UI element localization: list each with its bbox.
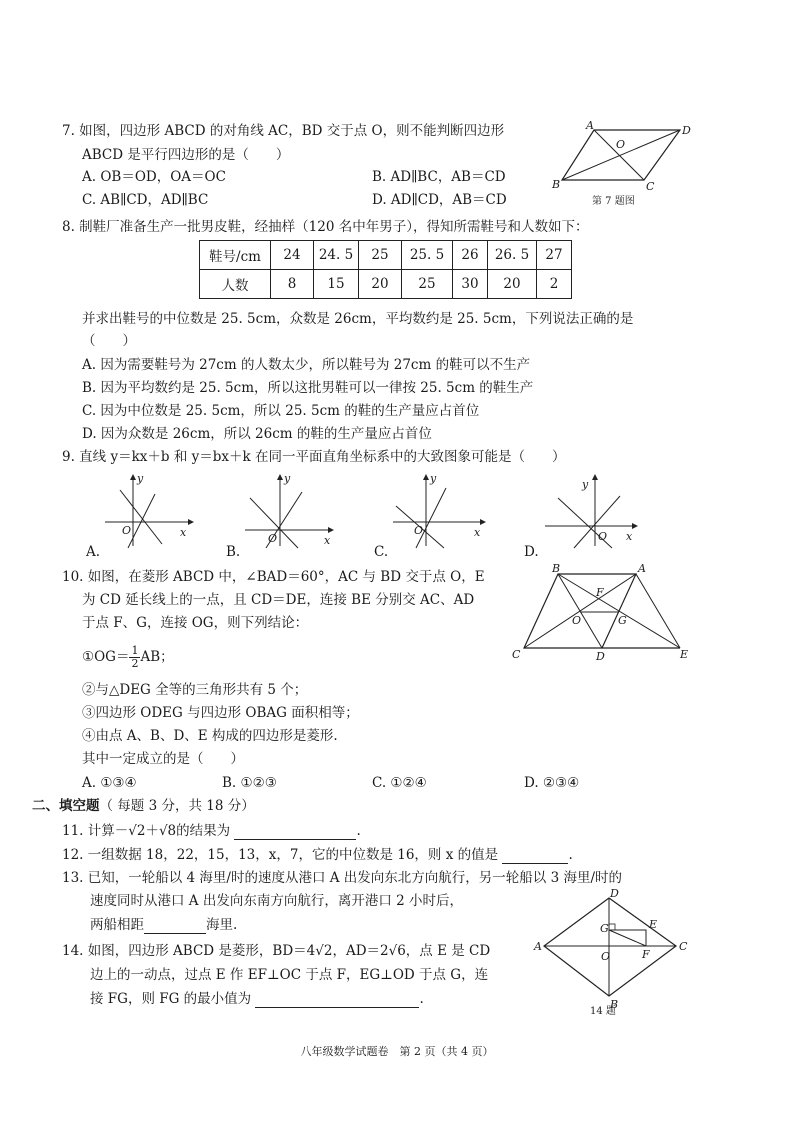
q10-label-g: G xyxy=(618,614,627,627)
q14-label-e: E xyxy=(649,918,658,931)
axis-label-y: y xyxy=(430,472,437,485)
q10-label-c: C xyxy=(512,648,521,661)
table-row xyxy=(200,270,572,299)
q13-line1: 13. 已知，一轮船以 4 海里/时的速度从港口 A 出发向东北方向航行，另一轮船以 3 海里/时的 xyxy=(62,870,623,886)
q9-graph-b xyxy=(240,470,335,550)
q14-figure-rhombus xyxy=(530,887,700,1018)
q10-option-a: A. ①③④ xyxy=(82,775,137,791)
q10-option-d: D. ②③④ xyxy=(524,775,580,791)
statement-1-suffix: AB； xyxy=(140,649,174,665)
q8-stem-line3: （ ） xyxy=(82,333,136,349)
q7-label-o: O xyxy=(616,138,626,151)
fraction-denominator: 2 xyxy=(131,657,139,670)
table-cell: 8 xyxy=(271,270,314,299)
q7-figure-caption: 第 7 题图 xyxy=(592,196,635,207)
axis-label-y: y xyxy=(284,472,291,485)
table-cell: 27 xyxy=(537,241,572,270)
axis-label-x: x xyxy=(324,534,331,547)
q12-end: . xyxy=(568,847,573,863)
q10-label-f: F xyxy=(596,586,604,599)
page-footer: 八年级数学试题卷 第 2 页（共 4 页） xyxy=(300,1045,494,1058)
q7-label-a: A xyxy=(586,119,594,132)
section-2-note: （ 每题 3 分，共 18 分） xyxy=(99,798,255,814)
q10-statement-3: ③四边形 ODEG 与四边形 OBAG 面积相等； xyxy=(82,705,359,721)
q10-ask: 其中一定成立的是（ ） xyxy=(82,751,244,767)
q11-end: . xyxy=(356,823,361,839)
q8-stem-line1: 8. 制鞋厂准备生产一批男皮鞋，经抽样（120 名中年男子），得知所需鞋号和人数如下： xyxy=(62,219,589,235)
q8-option-b: B. 因为平均数约是 25. 5cm，所以这批男鞋可以一律按 25. 5cm 的鞋生产 xyxy=(82,380,534,396)
q7-option-b: B. AD∥BC，AB＝CD xyxy=(372,169,506,185)
q10-stem-line1: 10. 如图，在菱形 ABCD 中，∠BAD＝60°，AC 与 BD 交于点 O，E xyxy=(62,569,485,585)
q14-label-c: C xyxy=(679,940,688,953)
q14-answer-blank[interactable] xyxy=(255,991,419,1008)
q14-label-b: B xyxy=(610,998,619,1011)
q10-figure-rhombus xyxy=(510,562,700,662)
q14-label-a: A xyxy=(534,940,542,953)
q9-option-b: B. xyxy=(226,544,241,560)
q8-option-c: C. 因为中位数是 25. 5cm，所以 25. 5cm 的鞋的生产量应占首位 xyxy=(82,403,480,419)
table-cell: 30 xyxy=(453,270,488,299)
q13-line2: 速度同时从港口 A 出发向东南方向航行，离开港口 2 小时后， xyxy=(90,893,464,909)
q10-label-a: A xyxy=(638,562,646,575)
q13-text: 两船相距 xyxy=(90,917,144,933)
q13-line3 xyxy=(90,916,237,934)
q10-label-o: O xyxy=(572,614,582,627)
q14-label-d: D xyxy=(610,887,619,900)
q11-answer-blank[interactable] xyxy=(234,823,356,840)
origin-label: O xyxy=(414,524,424,537)
axis-label-x: x xyxy=(474,526,481,539)
q10-option-c: C. ①②④ xyxy=(372,775,427,791)
q14-line2: 边上的一动点，过点 E 作 EF⊥OC 于点 F，EG⊥OD 于点 G，连 xyxy=(90,967,489,983)
axis-label-y: y xyxy=(582,478,589,491)
q10-statement-4: ④由点 A、B、D、E 构成的四边形是菱形. xyxy=(82,728,338,744)
q9-graph-d xyxy=(540,470,640,550)
q14-end: . xyxy=(419,991,424,1007)
q10-label-d: D xyxy=(596,650,605,663)
table-cell: 25. 5 xyxy=(402,241,453,270)
table-header-size: 鞋号/cm xyxy=(200,241,271,270)
origin-label: O xyxy=(598,530,608,543)
q10-statement-1 xyxy=(82,645,174,670)
q12 xyxy=(62,846,573,864)
q14-line3 xyxy=(90,990,424,1008)
q10-statement-2: ②与△DEG 全等的三角形共有 5 个； xyxy=(82,682,308,698)
table-cell: 24. 5 xyxy=(314,241,359,270)
table-cell: 26 xyxy=(453,241,488,270)
q7-option-d: D. AD∥CD，AB＝CD xyxy=(372,192,507,208)
q10-stem-line3: 于点 F、G，连接 OG，则下列结论： xyxy=(82,615,309,631)
table-cell: 15 xyxy=(314,270,359,299)
origin-label: O xyxy=(122,524,132,537)
q7-figure-parallelogram xyxy=(548,118,698,208)
statement-1-prefix: ①OG＝ xyxy=(82,649,130,665)
table-row xyxy=(200,241,572,270)
q12-text: 12. 一组数据 18，22，15，13，x，7，它的中位数是 16，则 x 的值是 xyxy=(62,847,499,863)
table-header-count: 人数 xyxy=(200,270,271,299)
q10-label-b: B xyxy=(552,562,561,575)
q7-label-b: B xyxy=(552,178,561,191)
table-cell: 20 xyxy=(359,270,402,299)
q9-graph-c xyxy=(388,470,488,550)
q7-option-c: C. AB∥CD，AD∥BC xyxy=(82,192,209,208)
q13-end: 海里. xyxy=(206,917,238,933)
q11-text: 11. 计算－√2＋√8的结果为 xyxy=(62,823,231,839)
q9-option-c: C. xyxy=(374,544,389,560)
q12-answer-blank[interactable] xyxy=(502,847,568,864)
fraction-one-half xyxy=(129,645,140,670)
section-2-title: 二、填空题 xyxy=(32,798,100,814)
table-cell: 20 xyxy=(488,270,537,299)
q10-label-e: E xyxy=(680,648,689,661)
fraction-numerator: 1 xyxy=(131,644,139,657)
q11 xyxy=(62,822,361,840)
origin-label: O xyxy=(268,532,278,545)
q7-stem-line1: 7. 如图，四边形 ABCD 的对角线 AC，BD 交于点 O，则不能判断四边形 xyxy=(62,123,505,139)
q9-graph-a xyxy=(100,470,195,550)
q9-option-a: A. xyxy=(86,544,101,560)
q7-label-d: D xyxy=(682,124,691,137)
axis-label-y: y xyxy=(137,472,144,485)
q14-label-g: G xyxy=(600,922,609,935)
axis-label-x: x xyxy=(180,526,187,539)
q8-shoe-table xyxy=(199,240,572,299)
q7-label-c: C xyxy=(646,180,655,193)
q10-stem-line2: 为 CD 延长线上的一点，且 CD＝DE，连接 BE 分别交 AC、AD xyxy=(82,592,475,608)
table-cell: 2 xyxy=(537,270,572,299)
q14-label-o: O xyxy=(601,950,611,963)
section-2-heading xyxy=(32,797,255,815)
table-cell: 25 xyxy=(359,241,402,270)
q9-stem: 9. 直线 y＝kx＋b 和 y＝bx＋k 在同一平面直角坐标系中的大致图象可能是（ ） xyxy=(62,449,566,465)
axis-label-x: x xyxy=(626,530,633,543)
q8-stem-line2: 并求出鞋号的中位数是 25. 5cm，众数是 26cm，平均数约是 25. 5cm，下列说法正确的是 xyxy=(82,311,634,327)
q10-option-b: B. ①②③ xyxy=(222,775,277,791)
q7-option-a: A. OB＝OD，OA＝OC xyxy=(82,169,226,185)
table-cell: 24 xyxy=(271,241,314,270)
q14-figure-caption: 14 题 xyxy=(590,1006,616,1017)
q7-stem-line2: ABCD 是平行四边形的是（ ） xyxy=(82,147,290,163)
q14-label-f: F xyxy=(642,948,650,961)
q8-option-a: A. 因为需要鞋号为 27cm 的人数太少，所以鞋号为 27cm 的鞋可以不生产 xyxy=(82,357,531,373)
q9-option-d: D. xyxy=(524,544,539,560)
q14-text: 接 FG，则 FG 的最小值为 xyxy=(90,991,252,1007)
table-cell: 26. 5 xyxy=(488,241,537,270)
q8-option-d: D. 因为众数是 26cm，所以 26cm 的鞋的生产量应占首位 xyxy=(82,426,432,442)
q14-line1: 14. 如图，四边形 ABCD 是菱形，BD＝4√2，AD＝2√6，点 E 是 CD xyxy=(62,943,491,959)
q13-answer-blank[interactable] xyxy=(144,917,206,934)
table-cell: 25 xyxy=(402,270,453,299)
